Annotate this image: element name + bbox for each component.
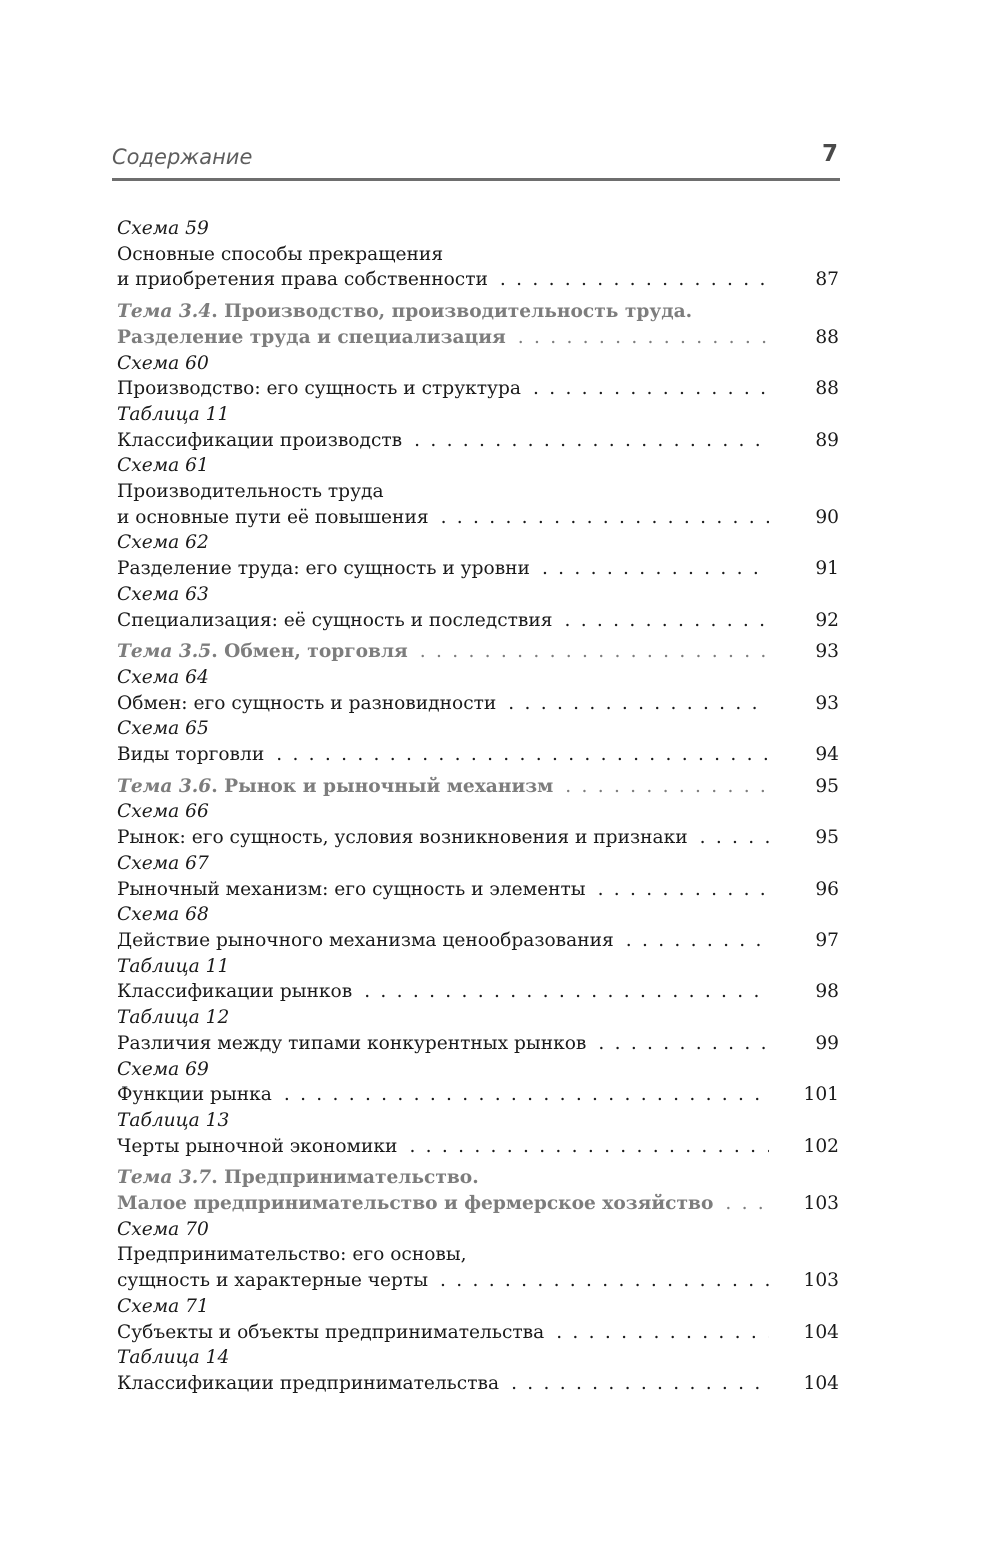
page-number: 104 xyxy=(803,1321,839,1343)
page-number: 97 xyxy=(815,929,839,951)
entry-title-line xyxy=(117,267,839,293)
entry-title: и основные пути её повышения xyxy=(117,506,429,528)
entry-title: Производство: его сущность и структура xyxy=(117,378,521,400)
entry-title: и приобретения права собственности xyxy=(117,269,488,291)
entry-label-line xyxy=(117,1108,839,1134)
toc-entry xyxy=(117,799,839,850)
page-number: 95 xyxy=(815,775,839,797)
entry-title-wrap xyxy=(117,505,429,531)
entry-title-wrap xyxy=(117,691,496,717)
entry-title: Классификации производств xyxy=(117,429,403,451)
toc-entry xyxy=(117,351,839,402)
page-number: 89 xyxy=(815,429,839,451)
entry-title: Предпринимательство: его основы, xyxy=(117,1244,467,1266)
dot-leader xyxy=(440,1268,769,1294)
entry-title: Разделение труда и специализация xyxy=(117,326,506,348)
entry-label: Схема 65 xyxy=(117,718,209,740)
entry-label: Тема 3.4 xyxy=(117,301,212,323)
entry-title-line xyxy=(117,1242,839,1268)
page-number: 102 xyxy=(803,1135,839,1157)
entry-label-line xyxy=(117,1294,839,1320)
entry-title-line xyxy=(117,825,839,851)
entry-title-line xyxy=(117,242,839,268)
entry-title-line xyxy=(117,1320,839,1346)
dot-leader xyxy=(725,1191,769,1217)
toc-entry xyxy=(117,665,839,716)
entry-title-line xyxy=(117,325,839,351)
dot-leader xyxy=(626,928,769,954)
entry-title-wrap xyxy=(117,877,586,903)
entry-title-line xyxy=(117,479,839,505)
entry-title: Специализация: её сущность и последствия xyxy=(117,609,553,631)
entry-title-wrap xyxy=(117,979,352,1005)
entry-title-wrap xyxy=(117,428,402,454)
entry-title-wrap xyxy=(117,825,688,851)
entry-label-line xyxy=(117,665,839,691)
page-number: 88 xyxy=(815,378,839,400)
toc-entry xyxy=(117,453,839,530)
entry-title-line xyxy=(117,639,839,665)
entry-label: Таблица 11 xyxy=(117,403,230,425)
toc-entry xyxy=(117,1057,839,1108)
entry-label: Таблица 14 xyxy=(117,1347,230,1369)
page-number: 87 xyxy=(815,269,839,291)
entry-title: Производительность труда xyxy=(117,481,384,503)
entry-title: Рынок и рыночный механизм xyxy=(224,775,554,797)
entry-title-line xyxy=(117,774,839,800)
entry-title: Обмен, торговля xyxy=(224,641,408,663)
dot-leader xyxy=(565,774,769,800)
entry-label-line xyxy=(117,216,839,242)
entry-label: Тема 3.5 xyxy=(117,641,212,663)
page-number: 93 xyxy=(815,641,839,663)
entry-label: Таблица 13 xyxy=(117,1109,230,1131)
entry-label: Схема 67 xyxy=(117,852,209,874)
page-number: 98 xyxy=(815,981,839,1003)
entry-title-line xyxy=(117,1134,839,1160)
page-number: 103 xyxy=(803,1193,839,1215)
entry-title: Действие рыночного механизма ценообразования xyxy=(117,929,614,951)
entry-title-line xyxy=(117,1191,839,1217)
toc-entry xyxy=(117,530,839,581)
page-number: 88 xyxy=(815,326,839,348)
entry-title-wrap: Тема 3.5. Обмен, торговля xyxy=(117,641,408,663)
entry-label: Схема 66 xyxy=(117,801,209,823)
entry-title: Функции рынка xyxy=(117,1084,272,1106)
dot-leader xyxy=(414,428,769,454)
toc-entry xyxy=(117,954,839,1005)
entry-title-wrap xyxy=(117,608,552,634)
entry-title-line xyxy=(117,928,839,954)
page-number: 95 xyxy=(815,827,839,849)
entry-title: Предпринимательство. xyxy=(224,1167,479,1189)
page-number: 94 xyxy=(815,744,839,766)
entry-title: сущность и характерные черты xyxy=(117,1270,429,1292)
page-number: 93 xyxy=(815,692,839,714)
toc-entry xyxy=(117,1217,839,1294)
toc-entry xyxy=(117,716,839,767)
toc-theme-entry xyxy=(117,1165,839,1216)
entry-title: Производство, производительность труда. xyxy=(224,301,693,323)
entry-title-line xyxy=(117,1268,839,1294)
toc-entry xyxy=(117,1108,839,1159)
entry-title-wrap xyxy=(117,1320,544,1346)
toc-theme-entry xyxy=(117,774,839,800)
dot-leader xyxy=(556,1320,769,1346)
entry-label: Схема 68 xyxy=(117,904,209,926)
entry-title-line xyxy=(117,608,839,634)
entry-label: Схема 71 xyxy=(117,1295,209,1317)
entry-title: Рынок: его сущность, условия возникновения и признаки xyxy=(117,827,688,849)
entry-label: Таблица 12 xyxy=(117,1007,230,1029)
dot-leader xyxy=(542,556,769,582)
entry-label-line xyxy=(117,582,839,608)
page-number: 103 xyxy=(803,1270,839,1292)
dot-leader xyxy=(441,505,769,531)
dot-leader xyxy=(364,979,769,1005)
entry-title-line xyxy=(117,556,839,582)
entry-title-line xyxy=(117,1031,839,1057)
dot-leader xyxy=(276,742,769,768)
entry-title-wrap xyxy=(117,1191,713,1217)
entry-label: Схема 70 xyxy=(117,1218,209,1240)
entry-title-line xyxy=(117,376,839,402)
entry-label-line xyxy=(117,954,839,980)
entry-label: Схема 64 xyxy=(117,666,209,688)
dot-leader xyxy=(564,608,769,634)
dot-leader xyxy=(598,877,769,903)
toc-theme-entry xyxy=(117,299,839,350)
entry-title-wrap xyxy=(117,1371,499,1397)
dot-leader xyxy=(284,1082,769,1108)
entry-title: Классификации рынков xyxy=(117,981,353,1003)
entry-title-line xyxy=(117,979,839,1005)
entry-title-line xyxy=(117,877,839,903)
entry-title-wrap xyxy=(117,1134,397,1160)
entry-label: Схема 61 xyxy=(117,455,209,477)
entry-title-line xyxy=(117,691,839,717)
entry-title-wrap xyxy=(117,325,506,351)
toc-entry xyxy=(117,582,839,633)
entry-label-line xyxy=(117,1057,839,1083)
entry-label-line xyxy=(117,402,839,428)
entry-label: Схема 59 xyxy=(117,218,209,239)
dot-leader xyxy=(700,825,769,851)
dot-leader xyxy=(533,376,769,402)
entry-label-line xyxy=(117,1345,839,1371)
entry-title-line xyxy=(117,428,839,454)
entry-title-line xyxy=(117,742,839,768)
page-number: 101 xyxy=(803,1084,839,1106)
header-title: Содержание xyxy=(112,145,253,169)
running-header xyxy=(112,134,840,181)
entry-label-line xyxy=(117,1005,839,1031)
entry-title-wrap xyxy=(117,1082,272,1108)
page-number: 91 xyxy=(815,558,839,580)
entry-title: Малое предпринимательство и фермерское хозяйство xyxy=(117,1193,714,1215)
entry-title-wrap xyxy=(117,556,530,582)
entry-title-wrap xyxy=(117,1031,586,1057)
entry-title-line xyxy=(117,505,839,531)
entry-title-line xyxy=(117,299,839,325)
entry-title: Разделение труда: его сущность и уровни xyxy=(117,558,530,580)
entry-label: Таблица 11 xyxy=(117,955,230,977)
entry-title-line xyxy=(117,1371,839,1397)
entry-title-wrap xyxy=(117,267,488,293)
dot-leader xyxy=(420,639,769,665)
entry-title-wrap xyxy=(117,1268,428,1294)
entry-label-line xyxy=(117,902,839,928)
dot-leader xyxy=(598,1031,769,1057)
entry-label-line xyxy=(117,453,839,479)
entry-title-wrap xyxy=(117,1244,467,1265)
entry-title: Субъекты и объекты предпринимательства xyxy=(117,1321,545,1343)
entry-title-wrap: Тема 3.4. Производство, производительность труда. xyxy=(117,301,693,323)
entry-title-line xyxy=(117,1165,839,1191)
entry-title: Обмен: его сущность и разновидности xyxy=(117,692,497,714)
toc-entry xyxy=(117,1345,839,1396)
entry-label: Тема 3.6 xyxy=(117,775,212,797)
toc-entry xyxy=(117,402,839,453)
entry-title: Черты рыночной экономики xyxy=(117,1135,398,1157)
page-number: 90 xyxy=(815,506,839,528)
entry-label-line xyxy=(117,851,839,877)
toc-entry xyxy=(117,851,839,902)
dot-leader xyxy=(409,1134,769,1160)
toc-entry xyxy=(117,1294,839,1345)
entry-label-line xyxy=(117,716,839,742)
entry-title-wrap: Тема 3.7. Предпринимательство. xyxy=(117,1167,479,1189)
entry-title: Виды торговли xyxy=(117,744,265,766)
entry-title-wrap xyxy=(117,928,614,954)
dot-leader xyxy=(500,267,769,293)
toc-entry xyxy=(117,902,839,953)
toc-entry xyxy=(117,216,839,293)
entry-title-wrap xyxy=(117,376,521,402)
entry-title-wrap: Тема 3.6. Рынок и рыночный механизм xyxy=(117,775,554,797)
table-of-contents xyxy=(117,216,839,1397)
entry-label: Схема 69 xyxy=(117,1058,209,1080)
entry-label: Тема 3.7 xyxy=(117,1167,212,1189)
page-number: 104 xyxy=(803,1372,839,1394)
entry-label-line xyxy=(117,1217,839,1243)
header-page-number: 7 xyxy=(821,141,838,167)
entry-title-line xyxy=(117,1082,839,1108)
entry-label: Схема 62 xyxy=(117,532,209,554)
entry-title: Основные способы прекращения xyxy=(117,243,444,265)
entry-label-line xyxy=(117,799,839,825)
entry-title-wrap xyxy=(117,742,264,768)
page-number: 99 xyxy=(815,1032,839,1054)
entry-title: Классификации предпринимательства xyxy=(117,1372,500,1394)
dot-leader xyxy=(508,691,769,717)
entry-title-wrap xyxy=(117,244,443,265)
dot-leader xyxy=(511,1371,769,1397)
page-number: 96 xyxy=(815,878,839,900)
page-number: 92 xyxy=(815,609,839,631)
entry-label: Схема 60 xyxy=(117,352,209,374)
entry-title-wrap xyxy=(117,481,384,502)
entry-label: Схема 63 xyxy=(117,583,209,605)
toc-entry xyxy=(117,1005,839,1056)
entry-title: Рыночный механизм: его сущность и элементы xyxy=(117,878,586,900)
dot-leader xyxy=(518,325,769,351)
entry-label-line xyxy=(117,530,839,556)
toc-theme-entry xyxy=(117,639,839,665)
entry-title: Различия между типами конкурентных рынков xyxy=(117,1032,587,1054)
entry-label-line xyxy=(117,351,839,377)
